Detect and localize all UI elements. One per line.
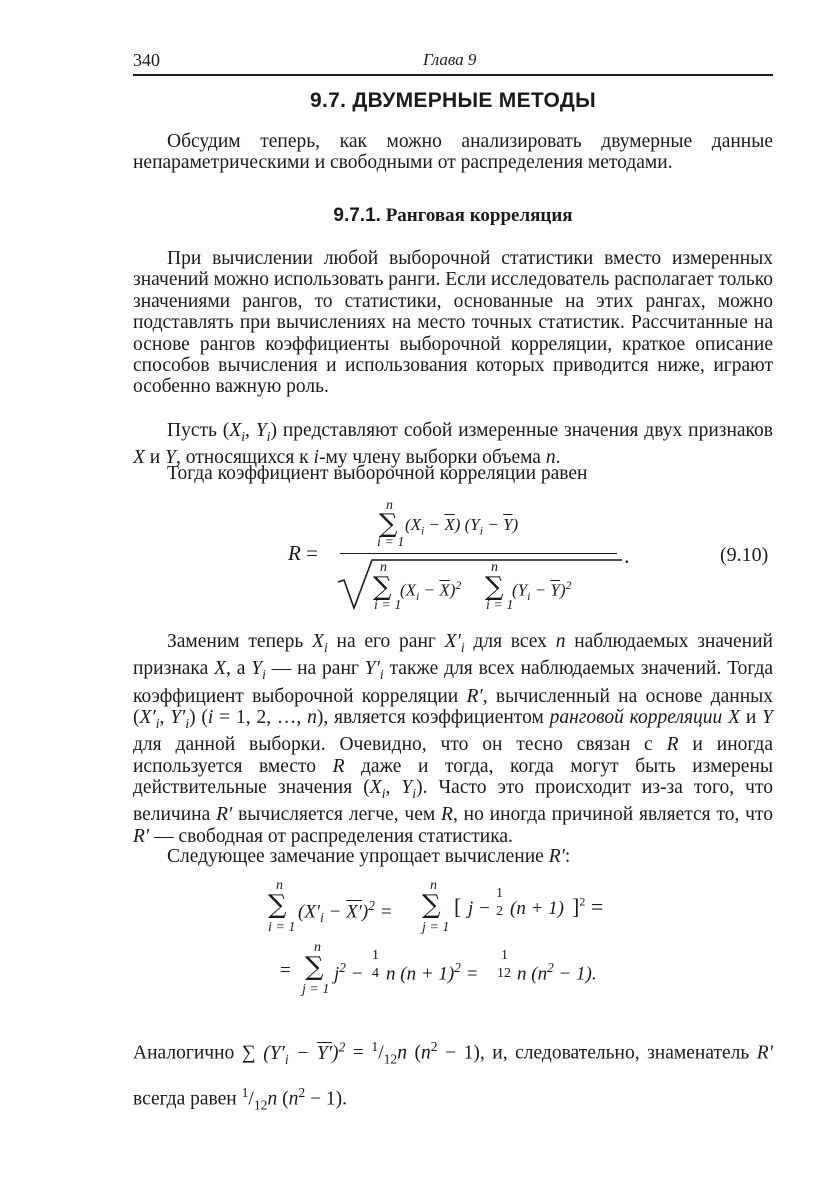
fraction-bar: [340, 553, 617, 554]
paragraph-4: Заменим теперь $X_i$ на его ранг $X'_i$ для всех n наблюдаемых значений признака X, а $Y_i$ — на ранг $Y'_i$ также для всех наблюдаемых значений. Тогда коэффициент выборочной корреляции R′, вычисленный на основе данных ($X'_i$, $Y'_i$) (i = 1, 2, …, n), является коэффициентом ранговой корреляции X и Y для данной выборки. Очевидно, что он тесно связан с R и иногда используется вместо R даже и тогда, когда могут быть измерены действительные значения ($X_i$, $Y_i$). Часто это происходит из-за того, что величина R′ вычисляется легче, чем R, но иногда причиной является то, что R′ — свободная от распределения статистика.: [133, 631, 774, 847]
header-rule: [133, 74, 773, 76]
equation-number: (9.10): [720, 544, 769, 566]
denominator-x: $(X_i - \overline{X})^2$: [400, 578, 462, 604]
chapter-label: Глава 9: [423, 50, 477, 69]
section-intro: Обсудим теперь, как можно анализировать двумерные данные непараметрическими и свободными от распределения методами.: [133, 131, 773, 174]
book-page: 340 Глава 9 9.7. ДВУМЕРНЫЕ МЕТОДЫ Обсудим теперь, как можно анализировать двумерные данные непараметрическими и свободными от распределения методами. 9.7.1. Ранговая корреляция При вычислении любой выборочной статистики вместо измеренных значений можно использовать ранги. Если исследователь располагает только значениями рангов, то статистики, основанные на этих рангах, можно подставлять при вычислениях на место точных статистик. Рассчитанные на основе рангов коэффициенты выборочной корреляции, краткое описание способов вычисления и использования которых приводится ниже, играют особенно важную роль. Пусть ($X_i$, $Y_i$) представляют собой измеренные значения двух признаков X и Y, относящихся к i-му члену выборки объема n. Тогда коэффициент выборочной корреляции равен R = n ∑ $(X_i - \overline{X}) (Y_i - \overline{Y})$ i = 1 . n ∑ $(X_i - \overline{X})^2$ i = 1 n ∑ $(Y_i - \overline{Y})^2$ i = 1 (9.10) Заменим теперь $X_i$ на его ранг $X'_i$ для всех n наблюдаемых значений признака X, а $Y_i$ — на ранг $Y'_i$ также для всех наблюдаемых значений. Тогда коэффициент выборочной корреляции R′, вычисленный на основе данных ($X'_i$, $Y'_i$) (i = 1, 2, …, n), является коэффициентом ранговой корреляции X и Y для данной выборки. Очевидно, что он тесно связан с R и иногда используется вместо R даже и тогда, когда могут быть измерены действительные значения ($X_i$, $Y_i$). Часто это происходит из-за того, что величина R′ вычисляется легче, чем R, но иногда причиной является то, что R′ — свободная от распределения статистика. Следующее замечание упрощает вычисление R′: n ∑ i = 1 $(X'_i - X')^2$ = n ∑ j = 1 [ j − 1 2 (n + 1) ]$^2$ = n = ∑ j = 1 $j^2$ − 1 4 n $(n + 1)^2$ = 1 12 n $(n^2 - 1)$. Аналогично ∑ $(Y'_i - Y')^2 = ^1/_{12}n$ $(n^2 - 1)$, и, следовательно, знаменатель R′ всегда равен $^1/_{12}n$ $(n^2 - 1)$.: [0, 0, 821, 1203]
section-title: 9.7. ДВУМЕРНЫЕ МЕТОДЫ: [309, 89, 596, 112]
paragraph-3: Тогда коэффициент выборочной корреляции равен: [167, 463, 588, 484]
running-head: [133, 50, 773, 74]
paragraph-2: Пусть ($X_i$, $Y_i$) представляют собой измеренные значения двух признаков X и Y, относящихся к i-му члену выборки объема n.: [133, 420, 773, 469]
paragraph-5: Следующее замечание упрощает вычисление R′:: [167, 846, 571, 867]
formula-lhs: R =: [288, 541, 318, 565]
subsection-number: 9.7.1.: [333, 205, 381, 226]
subsection-title: [133, 205, 773, 227]
subsection-name: Ранговая корреляция: [385, 205, 573, 226]
page-number: 340: [133, 50, 160, 70]
paragraph-1: При вычислении любой выборочной статистики вместо измеренных значений можно использовать ранги. Если исследователь располагает только значениями рангов, то статистики, основанные на этих рангах, можно подставлять при вычислениях на место точных статистик. Рассчитанные на основе рангов коэффициенты выборочной корреляции, краткое описание способов вычисления и использования которых приводится ниже, играют особенно важную роль.: [133, 248, 773, 398]
numerator: $(X_i - \overline{X}) (Y_i - \overline{Y})$: [405, 515, 519, 538]
denominator-y: $(Y_i - \overline{Y})^2$: [512, 578, 572, 604]
paragraph-6: Аналогично ∑ $(Y'_i - Y')^2 = ^1/_{12}n$ $(n^2 - 1)$, и, следовательно, знаменатель R′ всегда равен $^1/_{12}n$ $(n^2 - 1)$.: [133, 1039, 773, 1113]
